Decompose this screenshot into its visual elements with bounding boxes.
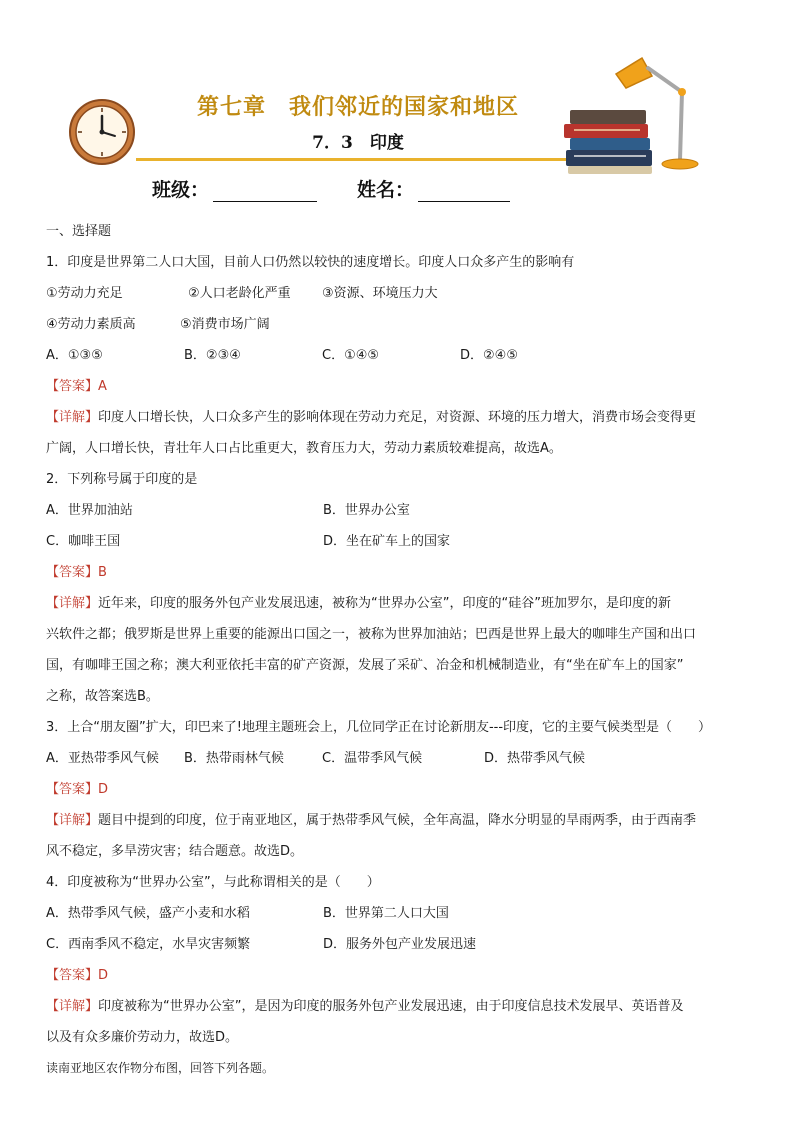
detail-label: 【详解】 [46, 813, 99, 828]
name-label: 姓名： [357, 179, 415, 201]
detail-text: 印度人口增长快，人口众多产生的影响体现在劳动力充足，对资源、环境的压力增大，消费市场会变得更 [98, 410, 697, 425]
answer-value: D [98, 782, 109, 797]
q3-options [46, 743, 758, 774]
q3-detail-line [46, 805, 758, 836]
q3-option-a: A．亚热带季风气候 [46, 751, 159, 766]
question-content [46, 216, 758, 1084]
q1-option-c: C．①④⑤ [322, 348, 380, 363]
q1-item: ④劳动力素质高 [46, 317, 136, 332]
section-title: 7．3 印度 [312, 133, 404, 153]
q4-detail-line [46, 991, 758, 1022]
q3-option-b: B．热带雨林气候 [184, 751, 284, 766]
page-header [0, 0, 794, 215]
q2-detail-line: 兴软件之都；俄罗斯是世界上重要的能源出口国之一，被称为世界加油站；巴西是世界上最大的咖啡生产国和出口 [46, 627, 697, 642]
q1-answer [46, 371, 758, 402]
q2-answer [46, 557, 758, 588]
q3-detail-line: 风不稳定，多旱涝灾害；结合题意。故选D。 [46, 844, 304, 859]
section-heading: 一、选择题 [46, 224, 112, 239]
class-blank[interactable] [213, 181, 317, 202]
q4-option-c: C．西南季风不稳定，水旱灾害频繁 [46, 937, 251, 952]
q4-options-row1 [46, 898, 758, 929]
header-rule [136, 158, 566, 161]
detail-text: 近年来，印度的服务外包产业发展迅速，被称为“世界办公室”，印度的“硅谷”班加罗尔，是印度的新 [98, 596, 671, 611]
q1-item: ②人口老龄化严重 [188, 286, 291, 301]
detail-text: 题目中提到的印度，位于南亚地区，属于热带季风气候，全年高温，降水分明显的旱雨两季，由于西南季 [98, 813, 697, 828]
q4-option-b: B．世界第二人口大国 [323, 906, 449, 921]
q4-options-row2 [46, 929, 758, 960]
q4-answer [46, 960, 758, 991]
q1-detail-line [46, 402, 758, 433]
name-blank[interactable] [418, 181, 510, 202]
q2-stem: 2．下列称号属于印度的是 [46, 472, 198, 487]
q2-option-d: D．坐在矿车上的国家 [323, 534, 451, 549]
q1-option-d: D．②④⑤ [460, 348, 518, 363]
q1-items-row1 [46, 278, 758, 309]
detail-text: 印度被称为“世界办公室”，是因为印度的服务外包产业发展迅速，由于印度信息技术发展早、英语普及 [98, 999, 684, 1014]
q2-option-c: C．咖啡王国 [46, 534, 121, 549]
q2-detail-line: 之称，故答案选B。 [46, 689, 159, 704]
student-info-fields [152, 175, 510, 202]
q1-item: ⑤消费市场广阔 [180, 317, 270, 332]
q1-detail-line: 广阔，人口增长快，青壮年人口占比重更大，教育压力大，劳动力素质较难提高，故选A。 [46, 441, 562, 456]
answer-label: 【答案】 [46, 968, 99, 983]
q3-stem: 3．上合“朋友圈”扩大，印巴来了!地理主题班会上，几位同学正在讨论新朋友---印度，它的主要气候类型是（ ） [46, 720, 712, 735]
q3-option-c: C．温带季风气候 [322, 751, 423, 766]
q1-item: ①劳动力充足 [46, 286, 123, 301]
q1-options [46, 340, 758, 371]
q1-item: ③资源、环境压力大 [322, 286, 438, 301]
q1-option-a: A．①③⑤ [46, 348, 103, 363]
q1-option-b: B．②③④ [184, 348, 241, 363]
q2-option-b: B．世界办公室 [323, 503, 410, 518]
answer-label: 【答案】 [46, 565, 99, 580]
class-label: 班级： [152, 179, 210, 201]
detail-label: 【详解】 [46, 410, 99, 425]
desk-lamp-icon [612, 52, 708, 172]
q2-options-row2 [46, 526, 758, 557]
q2-detail-line [46, 588, 758, 619]
answer-label: 【答案】 [46, 782, 99, 797]
detail-label: 【详解】 [46, 596, 99, 611]
q1-items-row2 [46, 309, 758, 340]
q1-stem: 1．印度是世界第二人口大国，目前人口仍然以较快的速度增长。印度人口众多产生的影响有 [46, 255, 575, 270]
answer-label: 【答案】 [46, 379, 99, 394]
q3-option-d: D．热带季风气候 [484, 751, 586, 766]
answer-value: D [98, 968, 109, 983]
q4-option-d: D．服务外包产业发展迅速 [323, 937, 477, 952]
q3-answer [46, 774, 758, 805]
chapter-title: 第七章 我们邻近的国家和地区 [196, 94, 519, 120]
clock-icon [68, 98, 136, 166]
footer-note: 读南亚地区农作物分布图，回答下列各题。 [46, 1061, 275, 1075]
answer-value: B [98, 565, 107, 580]
answer-value: A [98, 379, 107, 394]
q4-stem: 4．印度被称为“世界办公室”，与此称谓相关的是（ ） [46, 875, 380, 890]
q2-option-a: A．世界加油站 [46, 503, 133, 518]
detail-label: 【详解】 [46, 999, 99, 1014]
q4-detail-line: 以及有众多廉价劳动力，故选D。 [46, 1030, 239, 1045]
q2-options-row1 [46, 495, 758, 526]
q2-detail-line: 国，有咖啡王国之称；澳大利亚依托丰富的矿产资源，发展了采矿、冶金和机械制造业，有“坐在矿车上的国家” [46, 658, 684, 673]
q4-option-a: A．热带季风气候，盛产小麦和水稻 [46, 906, 250, 921]
